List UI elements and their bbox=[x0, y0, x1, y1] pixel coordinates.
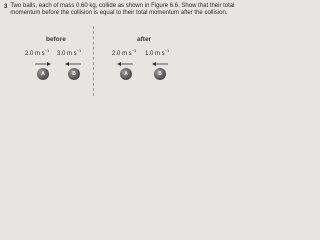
before-velocity-a bbox=[25, 48, 50, 57]
before-arrow-b-left-arrow-icon bbox=[64, 61, 82, 67]
before-heading: before bbox=[46, 36, 66, 43]
question-line-2: momentum before the collision is equal to their total momentum after the collision. bbox=[10, 10, 228, 16]
after-arrow-a-left-arrow-icon bbox=[116, 61, 134, 67]
question-number: 3 bbox=[4, 4, 8, 10]
after-velocity-b bbox=[145, 48, 170, 57]
before-ball-b: B bbox=[68, 68, 80, 80]
after-ball-b: B bbox=[154, 68, 166, 80]
figure-divider bbox=[93, 26, 94, 96]
before-velocity-b-value: 3.0 m s bbox=[57, 51, 77, 57]
after-velocity-b-value: 1.0 m s bbox=[145, 51, 165, 57]
question-text bbox=[10, 3, 234, 17]
after-velocity-a-value: 2.0 m s bbox=[112, 51, 132, 57]
before-arrow-a-right-arrow-icon bbox=[34, 61, 52, 67]
before-velocity-b bbox=[57, 48, 82, 57]
before-velocity-a-value: 2.0 m s bbox=[25, 51, 45, 57]
before-velocity-b-exponent: −1 bbox=[76, 48, 82, 53]
collision-figure bbox=[24, 26, 184, 96]
after-ball-a: A bbox=[120, 68, 132, 80]
after-velocity-b-exponent: −1 bbox=[164, 48, 170, 53]
after-arrow-b-left-arrow-icon bbox=[151, 61, 169, 67]
question bbox=[4, 3, 235, 17]
after-velocity-a bbox=[112, 48, 137, 57]
before-velocity-a-exponent: −1 bbox=[44, 48, 50, 53]
question-line-1: Two balls, each of mass 0.60 kg, collide as shown in Figure 6.6. Show that their total bbox=[10, 3, 235, 9]
after-heading: after bbox=[137, 36, 152, 43]
before-ball-a: A bbox=[37, 68, 49, 80]
after-velocity-a-exponent: −1 bbox=[131, 48, 137, 53]
